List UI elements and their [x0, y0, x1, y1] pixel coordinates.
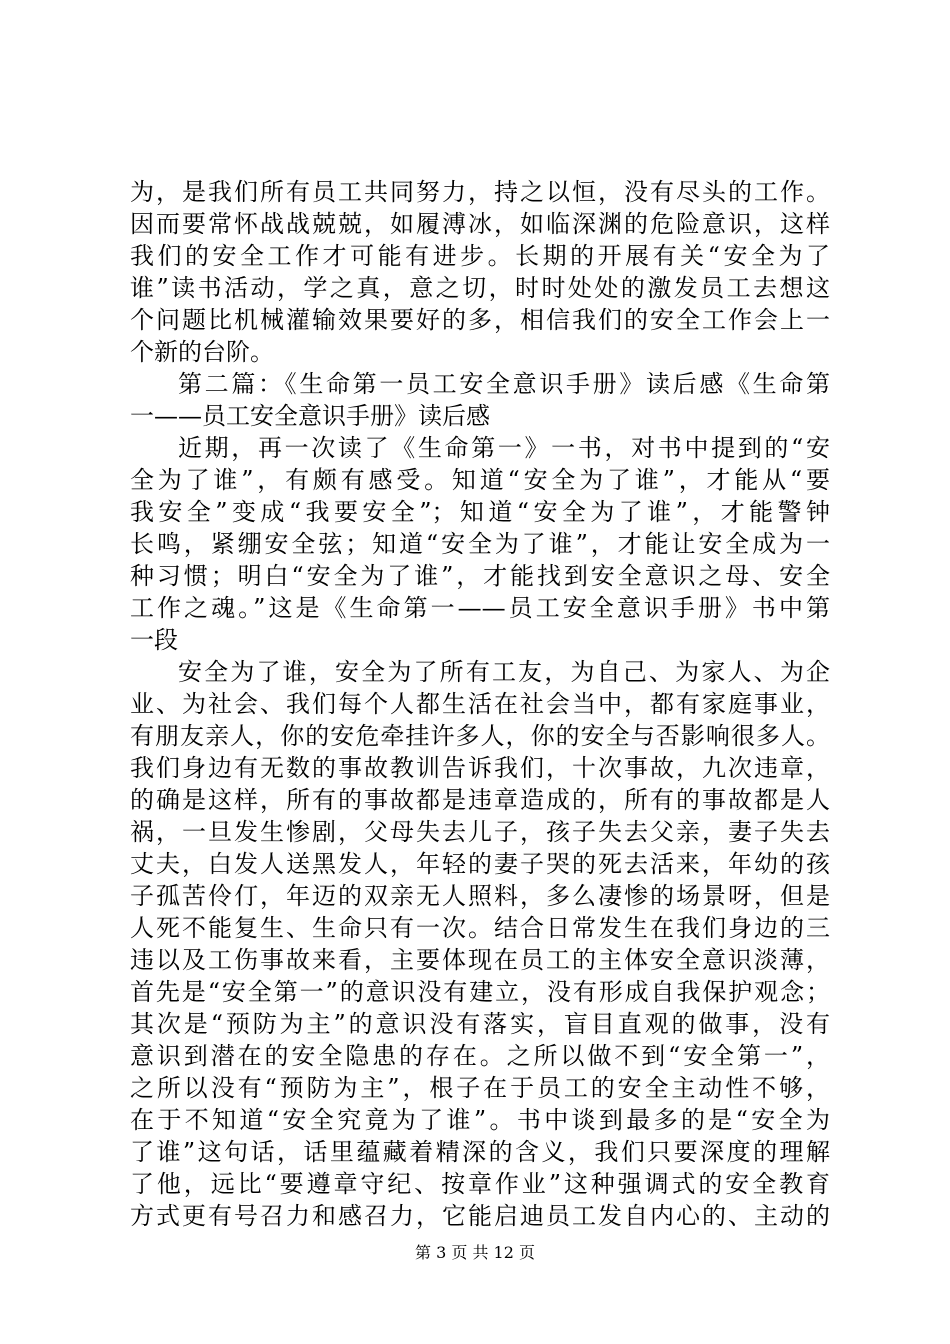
text-line: 祸，一旦发生惨剧，父母失去儿子，孩子失去父亲，妻子失去	[130, 818, 830, 846]
text-line: 了谁”这句话，话里蕴藏着精深的含义，我们只要深度的理解	[130, 1138, 830, 1166]
text-line: 一——员工安全意识手册》读后感	[130, 402, 490, 430]
text-line: 近期，再一次读了《生命第一》一书，对书中提到的“安	[178, 434, 830, 462]
text-line: 了他，远比“要遵章守纪、按章作业”这种强调式的安全教育	[130, 1170, 830, 1198]
text-line: 我们的安全工作才可能有进步。长期的开展有关“安全为了	[130, 242, 830, 270]
text-line: 有朋友亲人，你的安危牵挂许多人，你的安全与否影响很多人。	[130, 722, 830, 750]
text-line: 全为了谁”，有颇有感受。知道“安全为了谁”，才能从“要	[130, 466, 830, 494]
text-line: 之所以没有“预防为主”，根子在于员工的安全主动性不够，	[130, 1074, 830, 1102]
text-line: 子孤苦伶仃，年迈的双亲无人照料，多么凄惨的场景呀，但是	[130, 882, 830, 910]
document-body	[130, 176, 830, 1232]
text-line: 种习惯；明白“安全为了谁”，才能找到安全意识之母、安全	[130, 562, 830, 590]
text-line: 长鸣，紧绷安全弦；知道“安全为了谁”，才能让安全成为一	[130, 530, 830, 558]
page-footer: 第 3 页 共 12 页	[415, 1243, 535, 1262]
text-line: 因而要常怀战战兢兢，如履溥冰，如临深渊的危险意识，这样	[130, 210, 830, 238]
text-line: 丈夫，白发人送黑发人，年轻的妻子哭的死去活来，年幼的孩	[130, 850, 830, 878]
text-line: 的确是这样，所有的事故都是违章造成的，所有的事故都是人	[130, 786, 830, 814]
text-line: 第二篇：《生命第一员工安全意识手册》读后感《生命第	[178, 370, 830, 398]
text-line: 业、为社会、我们每个人都生活在社会当中，都有家庭事业，	[130, 690, 830, 718]
text-line: 我们身边有无数的事故教训告诉我们，十次事故，九次违章，	[130, 754, 830, 782]
text-line: 为，是我们所有员工共同努力，持之以恒，没有尽头的工作。	[130, 178, 830, 206]
text-line: 谁”读书活动，学之真，意之切，时时处处的激发员工去想这	[130, 274, 830, 302]
text-line: 首先是“安全第一”的意识没有建立，没有形成自我保护观念；	[130, 978, 830, 1006]
text-line: 方式更有号召力和感召力，它能启迪员工发自内心的、主动的	[130, 1202, 830, 1230]
text-line: 意识到潜在的安全隐患的存在。之所以做不到“安全第一”，	[130, 1042, 830, 1070]
text-line: 个问题比机械灌输效果要好的多，相信我们的安全工作会上一	[130, 306, 830, 334]
text-line: 安全为了谁，安全为了所有工友，为自己、为家人、为企	[178, 658, 830, 686]
text-line: 我安全”变成“我要安全”；知道“安全为了谁”，才能警钟	[130, 498, 830, 526]
text-line: 违以及工伤事故来看，主要体现在员工的主体安全意识淡薄，	[130, 946, 830, 974]
text-line: 在于不知道“安全究竟为了谁”。书中谈到最多的是“安全为	[130, 1106, 830, 1134]
text-line: 其次是“预防为主”的意识没有落实，盲目直观的做事，没有	[130, 1010, 830, 1038]
text-line: 人死不能复生、生命只有一次。结合日常发生在我们身边的三	[130, 914, 830, 942]
text-line: 工作之魂。”这是《生命第一——员工安全意识手册》书中第	[130, 594, 830, 622]
text-line: 个新的台阶。	[130, 338, 274, 366]
text-line: 一段	[130, 626, 178, 654]
